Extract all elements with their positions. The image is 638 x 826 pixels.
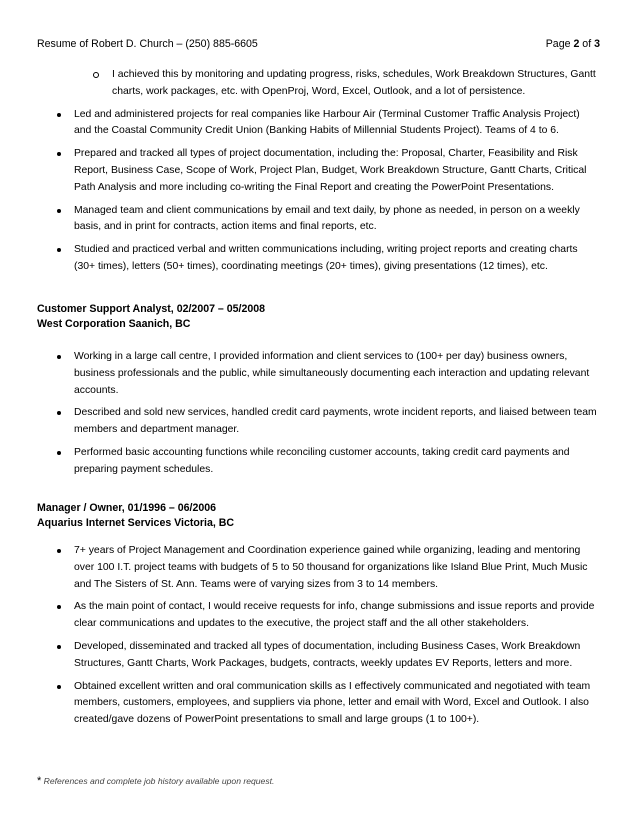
list-item-text: Managed team and client communications by email and text daily, by phone as needed, in person on a weekly basis, and in print for contracts, action items and final reports, etc.: [74, 204, 580, 233]
job-company: West Corporation Saanich, BC: [37, 318, 191, 330]
list-item-text: Working in a large call centre, I provided information and client services to (100+ per day) business owners, business professionals and the public, while simultaneously documenting each interaction and updating relevant accounts.: [74, 351, 590, 396]
page-prefix: Page: [545, 38, 571, 50]
list-item-text: Performed basic accounting functions while reconciling customer accounts, taking credit card payments and preparing payment schedules.: [74, 446, 570, 475]
job-heading: [37, 501, 234, 531]
list-item: [0, 405, 638, 439]
bullet-icon: [57, 605, 61, 609]
page-current: 2: [573, 38, 580, 50]
job3-list: [0, 543, 638, 729]
page-total: 3: [594, 38, 600, 50]
bullet-icon: [57, 685, 61, 689]
list-item: [0, 599, 638, 633]
list-item-text: Obtained excellent written and oral communication skills as I effectively communicated and negotiated with team members, customers, employees, and suppliers via phone, letter and email with Word, Excel and Outlook. I also created/gave dozens of PowerPoint presentations to small and large groups (1 to 100+).: [74, 680, 591, 726]
sub-bullet-text: I achieved this by monitoring and updating progress, risks, schedules, Work Breakdown Structures, Gantt charts, work packages, etc. with OpenProj, Word, Excel, Outlook, and a lot of persistence.: [112, 69, 596, 97]
list-item-text: Led and administered projects for real companies like Harbour Air (Terminal Customer Traffic Analysis Project) and the Coastal Community Credit Union (Banking Habits of Millennial Students Project). Teams of 4 to 6.: [74, 108, 580, 137]
job-heading: [37, 302, 265, 332]
footnote-star: *: [37, 775, 42, 787]
job2-section: [0, 349, 638, 479]
section1-list: [0, 107, 638, 276]
bullet-icon: [57, 113, 61, 117]
list-item-text: Prepared and tracked all types of project documentation, including the: Proposal, Charter, Feasibility and Risk Report, Business Case, Scope of Work, Project Plan, Budget, Work Breakdown Structure, Gantt Charts, Critical Path Analysis and more including co-writing the Final Report and creating the PowerPoint Presentations.: [74, 148, 587, 193]
page-number: [546, 38, 600, 50]
job-title: Manager / Owner, 01/1996 – 06/2006: [37, 502, 217, 514]
bullet-icon: [57, 152, 61, 156]
sub-bullet-item: [0, 67, 638, 101]
list-item: [0, 203, 638, 237]
list-item: [0, 639, 638, 673]
page-footer: [37, 775, 274, 787]
list-item-text: As the main point of contact, I would receive requests for info, change submissions and issue reports and provide clear communications and updates to the executive, the project staff and the all other stakeholders.: [74, 601, 595, 630]
job3-section: [0, 543, 638, 729]
list-item: [0, 349, 638, 399]
bullet-icon: [57, 355, 61, 359]
list-item-text: Developed, disseminated and tracked all types of documentation, including Business Cases, Work Breakdown Structures, Gantt Charts, Work Packages, budgets, contracts, weekly updates EV Reports, letters and more.: [74, 640, 581, 669]
header-title: Resume of Robert D. Church – (250) 885-6605: [37, 38, 258, 50]
page-header: [37, 38, 600, 50]
sub-bullet-icon: [93, 72, 99, 78]
list-item: [0, 543, 638, 593]
bullet-icon: [57, 549, 61, 553]
page-of: of: [582, 38, 592, 50]
list-item: [0, 107, 638, 141]
bullet-icon: [57, 645, 61, 649]
list-item: [0, 146, 638, 196]
job-company: Aquarius Internet Services Victoria, BC: [37, 517, 235, 529]
list-item: [0, 242, 638, 276]
bullet-icon: [57, 248, 61, 252]
section-continued: [0, 67, 638, 276]
list-item: [0, 445, 638, 479]
bullet-icon: [57, 209, 61, 213]
list-item-text: 7+ years of Project Management and Coordination experience gained while organizing, leading and mentoring over 100 I.T. project teams with budgets of 5 to 50 thousand for organizations like Island Blue Print, Much Music and The Sisters of St. Ann. Teams were of varying sizes from 3 to 14 members.: [74, 545, 588, 590]
list-item-text: Studied and practiced verbal and written communications including, writing project reports and creating charts (30+ times), letters (50+ times), coordinating meetings (20+ times), giving presentations (12 times), etc.: [74, 244, 578, 272]
list-item: [0, 679, 638, 729]
job2-list: [0, 349, 638, 479]
job-title: Customer Support Analyst, 02/2007 – 05/2008: [37, 303, 266, 315]
bullet-icon: [57, 451, 61, 455]
footnote-text: References and complete job history available upon request.: [43, 776, 275, 786]
bullet-icon: [57, 411, 61, 415]
list-item-text: Described and sold new services, handled credit card payments, wrote incident reports, and liaised between team members and department manager.: [74, 407, 597, 436]
